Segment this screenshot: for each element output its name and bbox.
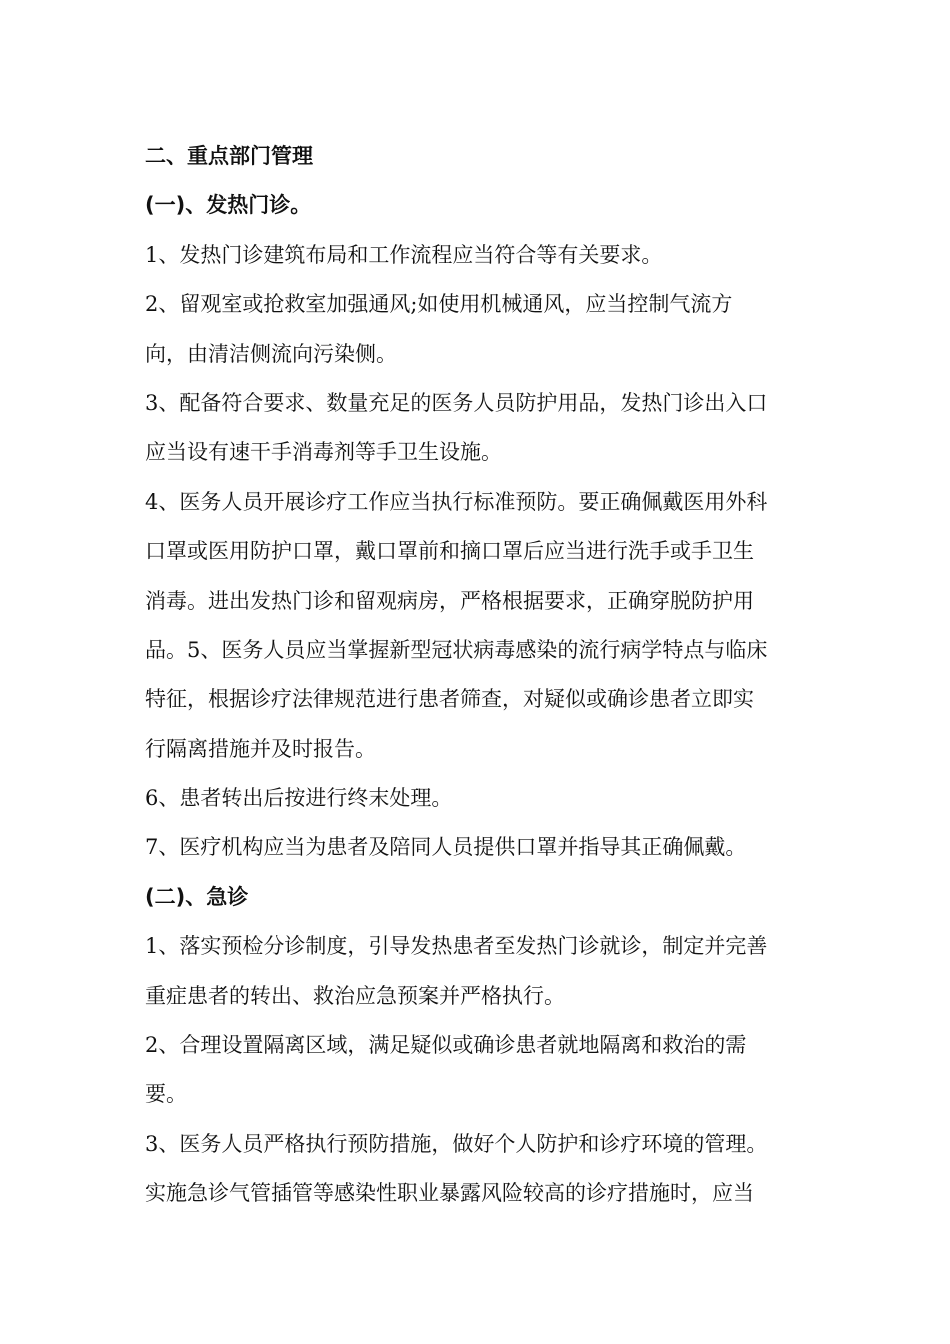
text-line: 3、配备符合要求、数量充足的医务人员防护用品，发热门诊出入口 — [145, 390, 768, 415]
text-line: 消毒。进出发热门诊和留观病房，严格根据要求，正确穿脱防护用 — [145, 588, 754, 613]
text-line: 2、合理设置隔离区域，满足疑似或确诊患者就地隔离和救治的需 — [145, 1033, 747, 1058]
subsection-heading: (一)、发热门诊。 — [145, 193, 312, 218]
text-line: 要。 — [145, 1082, 187, 1107]
text-line: 1、发热门诊建筑布局和工作流程应当符合等有关要求。 — [145, 242, 663, 267]
text-line: 应当设有速干手消毒剂等手卫生设施。 — [145, 440, 502, 465]
text-line: 4、医务人员开展诊疗工作应当执行标准预防。要正确佩戴医用外科 — [145, 489, 768, 514]
text-line: 口罩或医用防护口罩，戴口罩前和摘口罩后应当进行洗手或手卫生 — [145, 539, 754, 564]
text-line: 品。5、医务人员应当掌握新型冠状病毒感染的流行病学特点与临床 — [145, 637, 768, 662]
text-line: 6、患者转出后按进行终末处理。 — [145, 786, 453, 811]
section-heading: 二、重点部门管理 — [145, 144, 313, 168]
text-line: 3、医务人员严格执行预防措施，做好个人防护和诊疗环境的管理。 — [145, 1131, 768, 1156]
text-line: 7、医疗机构应当为患者及陪同人员提供口罩并指导其正确佩戴。 — [145, 835, 747, 860]
text-line: 1、落实预检分诊制度，引导发热患者至发热门诊就诊，制定并完善 — [145, 934, 768, 959]
text-line: 行隔离措施并及时报告。 — [145, 736, 376, 761]
subsection-heading: (二)、急诊 — [145, 884, 249, 909]
text-line: 实施急诊气管插管等感染性职业暴露风险较高的诊疗措施时，应当 — [145, 1181, 754, 1206]
text-line: 向，由清洁侧流向污染侧。 — [145, 341, 397, 366]
text-line: 特征，根据诊疗法律规范进行患者筛查，对疑似或确诊患者立即实 — [145, 687, 754, 712]
document-body — [145, 132, 810, 1219]
text-line: 2、留观室或抢救室加强通风;如使用机械通风，应当控制气流方 — [145, 292, 733, 317]
text-line: 重症患者的转出、救治应急预案并严格执行。 — [145, 983, 565, 1008]
